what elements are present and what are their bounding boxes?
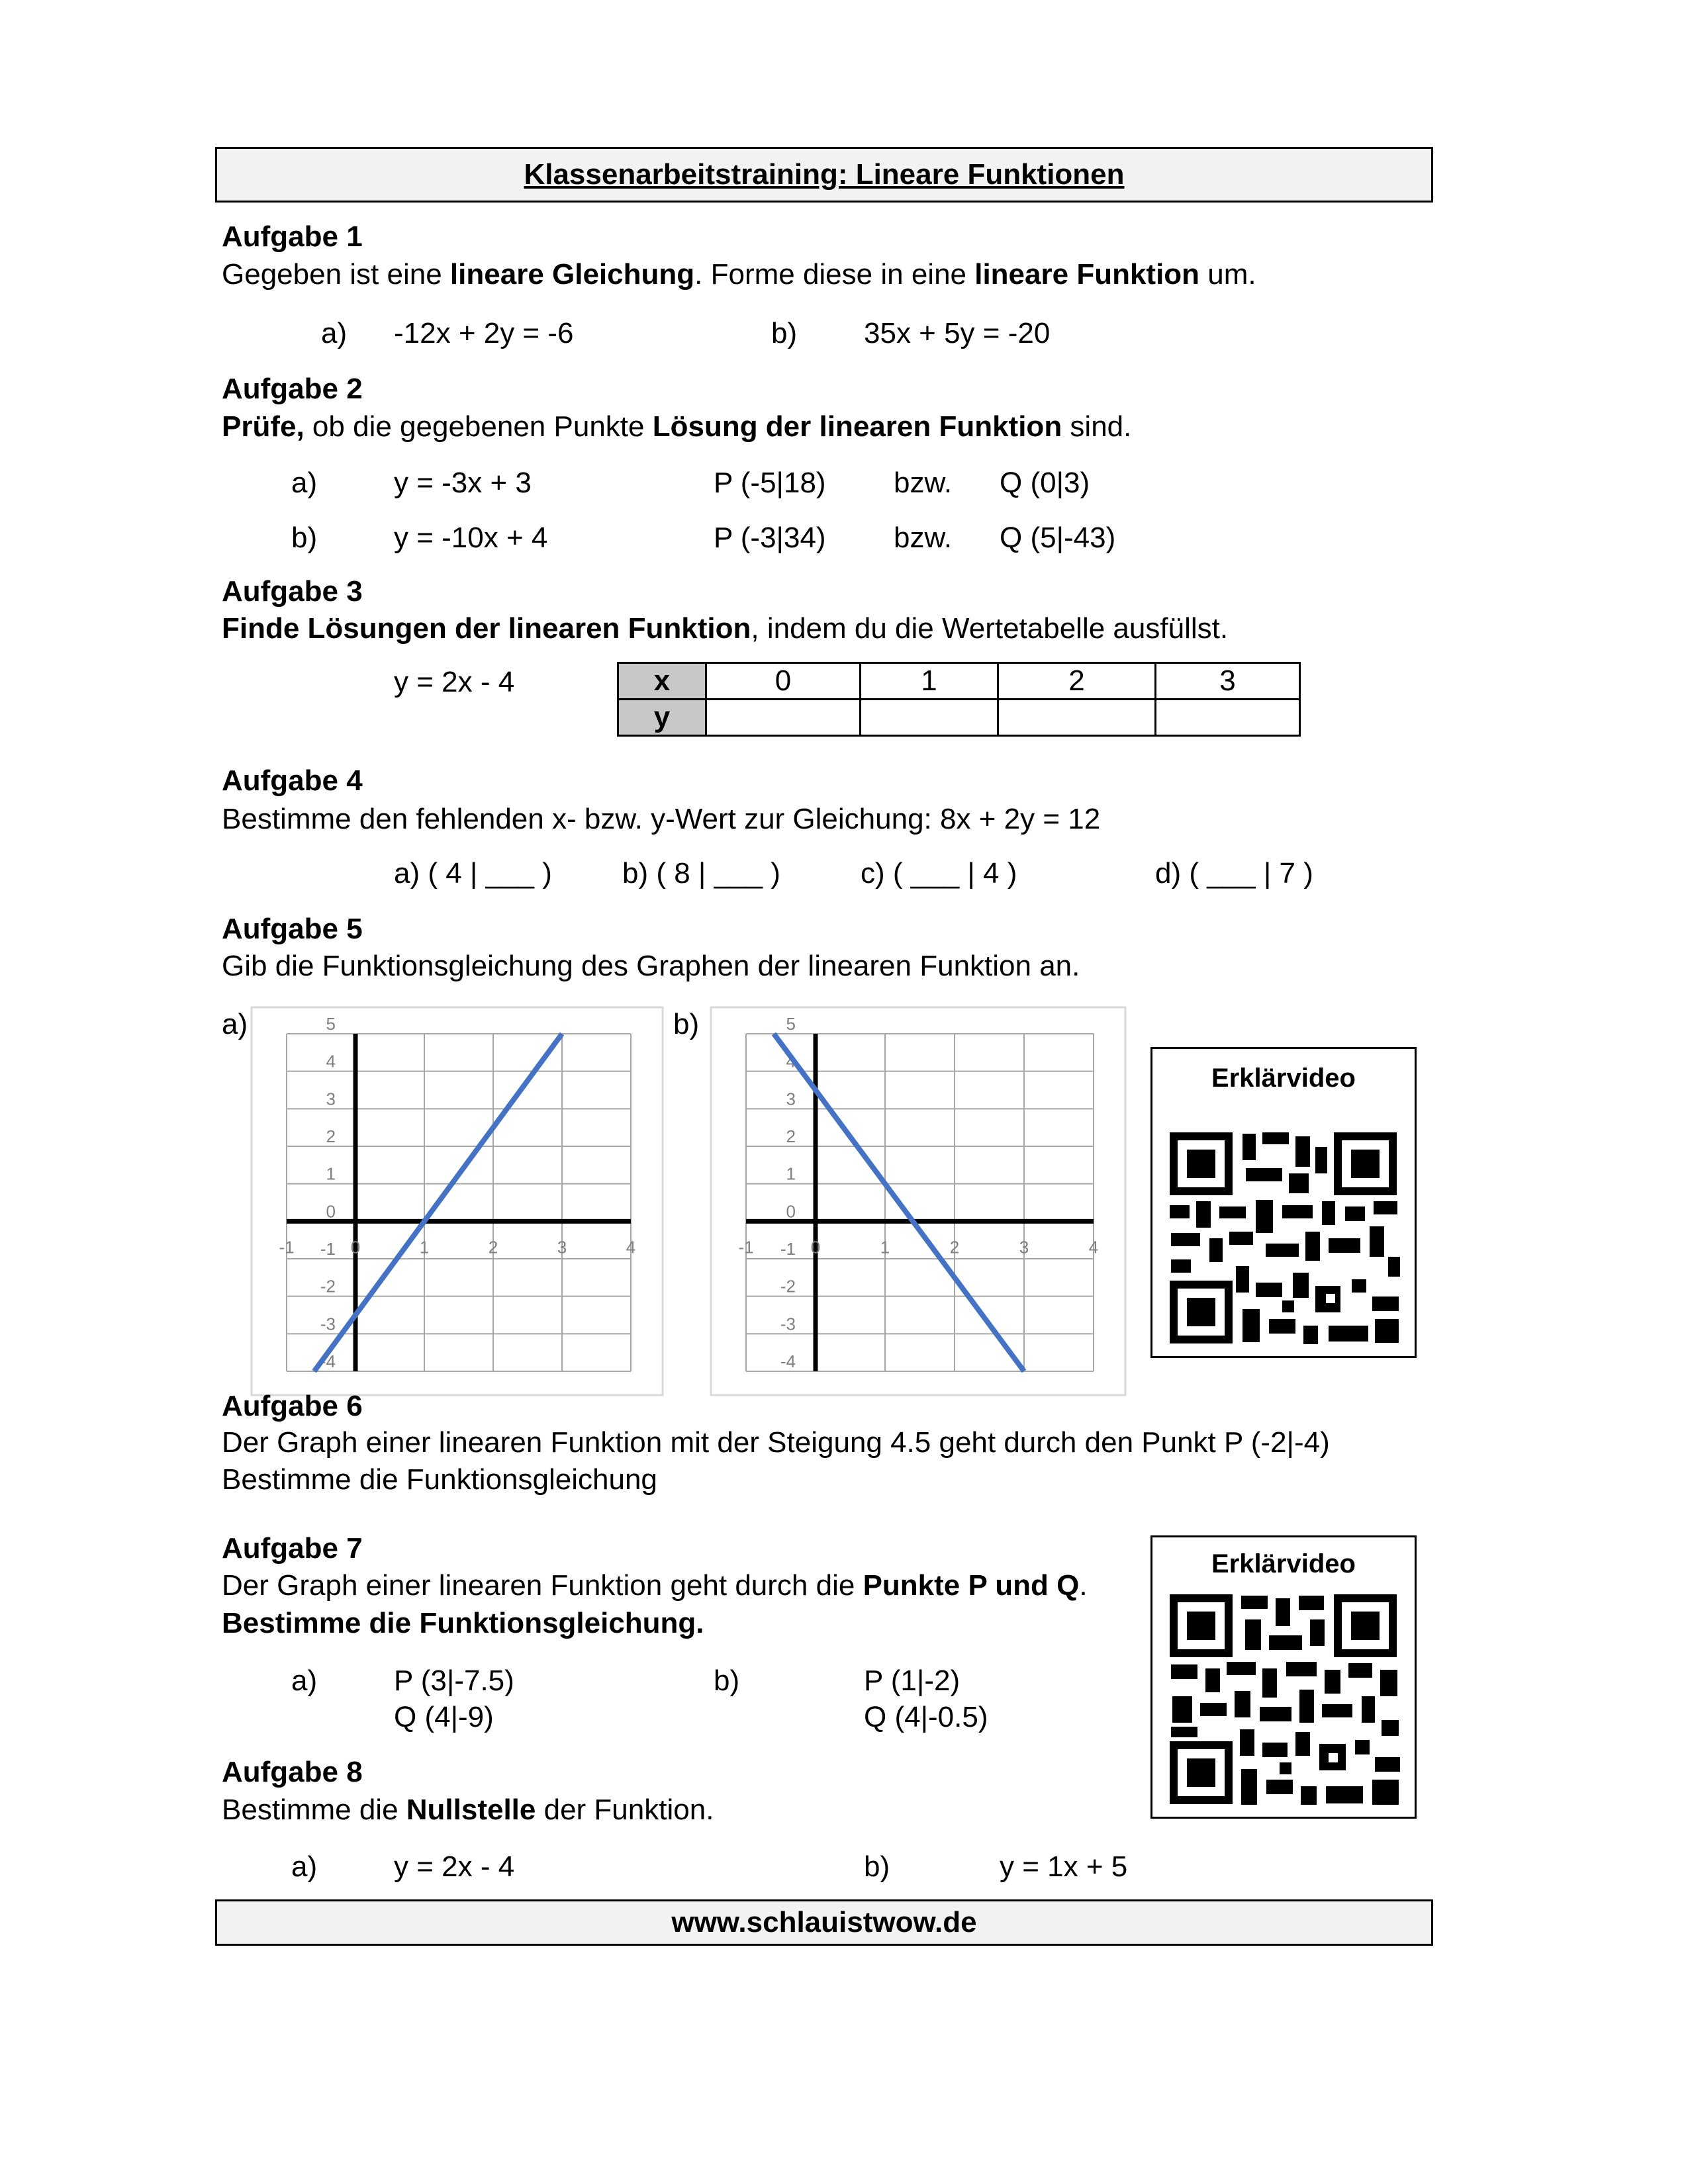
qr-box-2[interactable] — [1150, 1535, 1417, 1819]
graph-a-frame — [252, 1007, 663, 1395]
a3-equation: y = 2x - 4 — [394, 666, 515, 698]
graph-b-x-tick-label: 2 — [949, 1237, 960, 1257]
a4-heading: Aufgabe 4 — [222, 764, 363, 797]
a5-b-label: b) — [673, 1008, 700, 1040]
graph-a-y-tick-label: 4 — [326, 1051, 336, 1071]
a3-instruction — [222, 610, 1228, 647]
a8-text-pre: Bestimme die — [222, 1794, 406, 1826]
graph-b-frame — [711, 1007, 1125, 1395]
graph-a — [250, 1006, 664, 1396]
graph-a-x-tick-label: 4 — [626, 1237, 636, 1257]
a8-b-equation: y = 1x + 5 — [1000, 1850, 1128, 1883]
a2-instruction — [222, 408, 1131, 445]
a2-row-b-bzw: bzw. — [894, 522, 953, 554]
a7-instruction — [222, 1567, 1088, 1604]
a8-text-post: der Funktion. — [536, 1794, 714, 1826]
a6-line2: Bestimme die Funktionsgleichung — [222, 1463, 657, 1496]
a2-row-a-point-q: Q (0|3) — [1000, 467, 1090, 499]
a2-row-b-label: b) — [291, 522, 318, 554]
a5-a-label: a) — [222, 1008, 248, 1040]
a5-heading: Aufgabe 5 — [222, 913, 363, 945]
a2-row-a-point-p: P (-5|18) — [714, 467, 826, 499]
a1-text-post: um. — [1199, 258, 1256, 291]
graph-b — [710, 1006, 1127, 1396]
value-table-y-cell-0[interactable] — [706, 700, 861, 736]
a2-text-bold1: Prüfe, — [222, 410, 305, 443]
a1-instruction — [222, 256, 1256, 293]
a7-a-point-p: P (3|-7.5) — [394, 1664, 514, 1697]
graph-a-y-tick-label: -1 — [320, 1239, 336, 1259]
a2-text-bold2: Lösung der linearen Funktion — [652, 410, 1062, 443]
graph-a-x-tick-label: 1 — [419, 1237, 430, 1257]
graph-b-y-tick-label: 0 — [786, 1201, 796, 1222]
a8-b-label: b) — [864, 1850, 890, 1883]
graph-b-x-tick-label: -1 — [738, 1237, 754, 1257]
a4-item-d: d) ( ___ | 7 ) — [1155, 857, 1313, 889]
a1-heading: Aufgabe 1 — [222, 220, 363, 253]
graph-a-y-tick-label: 3 — [326, 1089, 336, 1109]
a1-text-mid: . Forme diese in eine — [694, 258, 975, 291]
qr-code-2-icon — [1163, 1590, 1405, 1809]
a8-a-equation: y = 2x - 4 — [394, 1850, 515, 1883]
graph-a-y-tick-label: 5 — [326, 1014, 336, 1034]
graph-a-y-tick-label: 1 — [326, 1163, 336, 1184]
graph-b-y-tick-label: -4 — [780, 1351, 796, 1371]
graph-b-x-tick-label: 4 — [1088, 1237, 1099, 1257]
a7-line2: Bestimme die Funktionsgleichung. — [222, 1607, 704, 1639]
value-table-x-1: 1 — [861, 663, 998, 700]
value-table-x-row — [618, 663, 1300, 700]
a7-a-label: a) — [291, 1664, 318, 1697]
worksheet-title-text: Klassenarbeitstraining: Lineare Funktionen — [524, 158, 1125, 191]
a2-row-a-equation: y = -3x + 3 — [394, 467, 532, 499]
qr-box-1-label: Erklärvideo — [1211, 1064, 1356, 1093]
worksheet-title — [215, 147, 1433, 203]
value-table-x-3: 3 — [1156, 663, 1300, 700]
value-table-y-header: y — [618, 700, 706, 736]
graph-a-y-tick-label: 2 — [326, 1126, 336, 1146]
a1-text-bold1: lineare Gleichung — [449, 258, 695, 291]
graph-a-y-tick-label: -4 — [320, 1351, 336, 1371]
a7-b-label: b) — [714, 1664, 740, 1697]
a1-a-label: a) — [321, 317, 348, 349]
graph-a-y-tick-label: -2 — [320, 1276, 336, 1297]
qr-code-1-icon — [1163, 1127, 1405, 1349]
a7-b-point-q: Q (4|-0.5) — [864, 1701, 988, 1733]
value-table-y-cell-1[interactable] — [861, 700, 998, 736]
a2-row-b-equation: y = -10x + 4 — [394, 522, 548, 554]
value-table-y-cell-2[interactable] — [998, 700, 1156, 736]
a6-line1: Der Graph einer linearen Funktion mit der Steigung 4.5 geht durch den Punkt P (-2|-4) — [222, 1426, 1330, 1459]
a8-a-label: a) — [291, 1850, 318, 1883]
value-table-y-row — [618, 700, 1300, 736]
a7-heading: Aufgabe 7 — [222, 1532, 363, 1565]
graph-b-y-tick-label: 5 — [786, 1014, 796, 1034]
graph-b-x-tick-label: 1 — [880, 1237, 890, 1257]
a6-heading: Aufgabe 6 — [222, 1390, 363, 1422]
qr-box-1[interactable] — [1150, 1047, 1417, 1358]
a4-item-c: c) ( ___ | 4 ) — [861, 857, 1017, 889]
graph-a-x-tick-label: 2 — [488, 1237, 498, 1257]
a2-row-a-bzw: bzw. — [894, 467, 953, 499]
value-table-x-2: 2 — [998, 663, 1156, 700]
a8-instruction — [222, 1792, 714, 1829]
value-table — [617, 662, 1301, 737]
graph-a-x-tick-label: 0 — [350, 1237, 361, 1257]
a3-text-bold1: Finde Lösungen der linearen Funktion — [222, 612, 751, 645]
value-table-x-0: 0 — [706, 663, 861, 700]
graph-a-x-tick-label: -1 — [279, 1237, 295, 1257]
value-table-x-header: x — [618, 663, 706, 700]
a2-row-b-point-p: P (-3|34) — [714, 522, 826, 554]
graph-b-y-tick-label: -3 — [780, 1314, 796, 1334]
a8-text-bold1: Nullstelle — [406, 1794, 536, 1826]
graph-b-x-tick-label: 0 — [810, 1237, 821, 1257]
a1-b-equation: 35x + 5y = -20 — [864, 317, 1051, 349]
a4-item-a: a) ( 4 | ___ ) — [394, 857, 552, 889]
a2-text-post: sind. — [1062, 410, 1132, 443]
a1-a-equation: -12x + 2y = -6 — [394, 317, 574, 349]
a2-text-mid: ob die gegebenen Punkte — [304, 410, 653, 443]
graph-a-y-tick-label: -3 — [320, 1314, 336, 1334]
graph-b-y-tick-label: 1 — [786, 1163, 796, 1184]
a1-text-pre: Gegeben ist eine — [222, 258, 450, 291]
a7-text-pre: Der Graph einer linearen Funktion geht durch die — [222, 1569, 863, 1602]
graph-b-x-tick-label: 3 — [1019, 1237, 1029, 1257]
footer-url[interactable]: www.schlauistwow.de — [215, 1899, 1433, 1946]
a4-instruction: Bestimme den fehlenden x- bzw. y-Wert zur Gleichung: 8x + 2y = 12 — [222, 803, 1101, 835]
value-table-y-cell-3[interactable] — [1156, 700, 1300, 736]
a5-instruction: Gib die Funktionsgleichung des Graphen der linearen Funktion an. — [222, 950, 1080, 982]
graph-b-y-tick-label: 2 — [786, 1126, 796, 1146]
graph-b-y-tick-label: 3 — [786, 1089, 796, 1109]
a4-item-b: b) ( 8 | ___ ) — [622, 857, 780, 889]
a2-row-b-point-q: Q (5|-43) — [1000, 522, 1116, 554]
graph-b-y-tick-label: 4 — [786, 1051, 796, 1071]
a8-heading: Aufgabe 8 — [222, 1756, 363, 1788]
graph-b-y-tick-label: -2 — [780, 1276, 796, 1297]
a3-text-post: , indem du die Wertetabelle ausfüllst. — [751, 612, 1229, 645]
graph-b-y-tick-label: -1 — [780, 1239, 796, 1259]
a3-heading: Aufgabe 3 — [222, 575, 363, 608]
graph-a-y-tick-label: 0 — [326, 1201, 336, 1222]
a2-row-a-label: a) — [291, 467, 318, 499]
a2-heading: Aufgabe 2 — [222, 373, 363, 405]
a7-a-point-q: Q (4|-9) — [394, 1701, 494, 1733]
a7-text-bold1: Punkte P und Q — [863, 1569, 1080, 1602]
a1-text-bold2: lineare Funktion — [974, 258, 1200, 291]
qr-box-2-label: Erklärvideo — [1211, 1549, 1356, 1578]
a1-b-label: b) — [771, 317, 798, 349]
a7-b-point-p: P (1|-2) — [864, 1664, 961, 1697]
a7-text-post: . — [1079, 1569, 1088, 1602]
graph-a-x-tick-label: 3 — [557, 1237, 567, 1257]
